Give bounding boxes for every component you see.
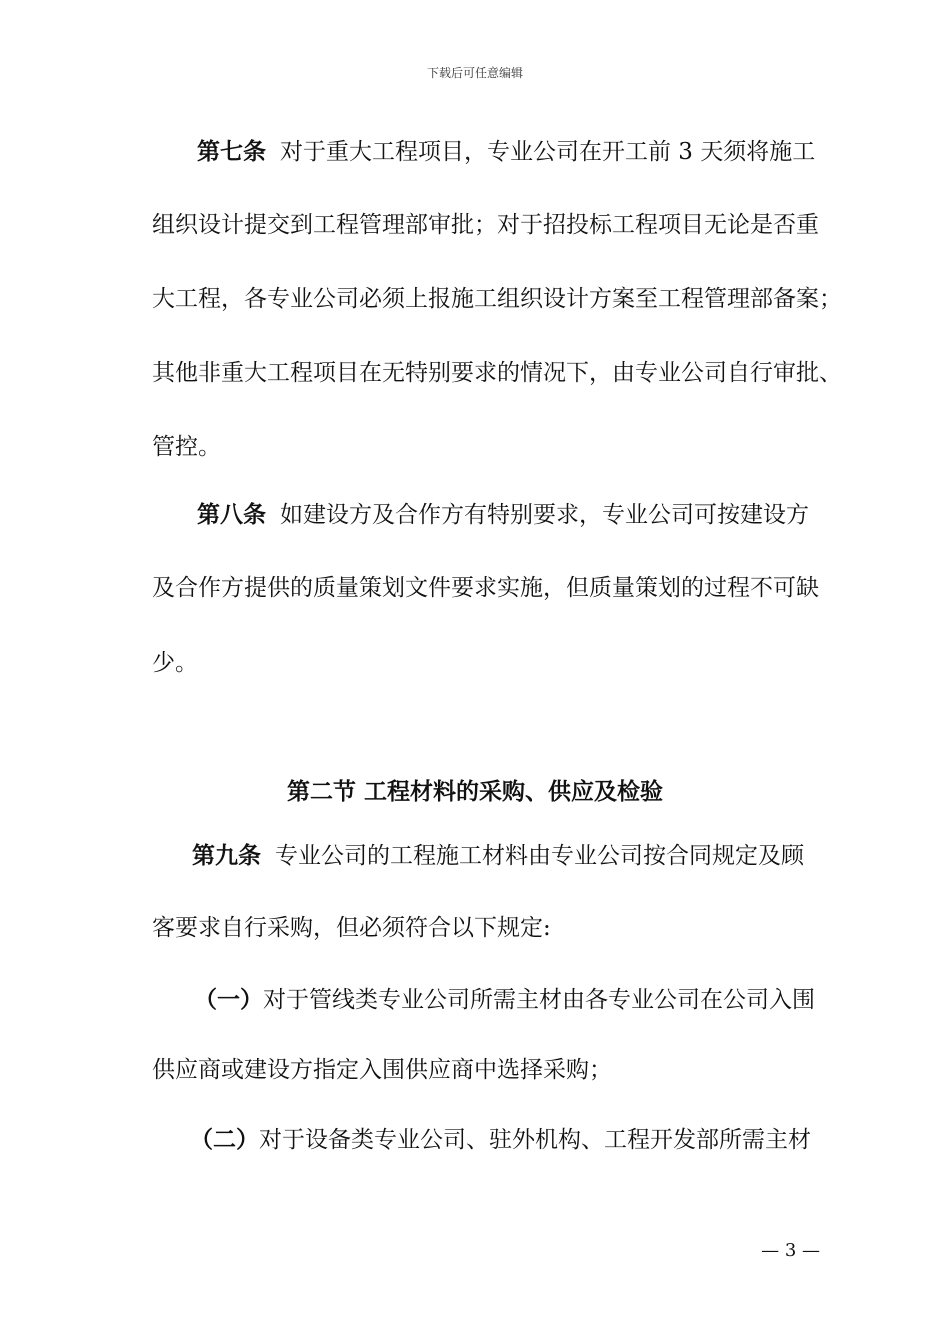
article8-line3: 少。 [152, 650, 198, 676]
item2-text1: 对于设备类专业公司、驻外机构、工程开发部所需主材 [259, 1127, 811, 1153]
article9-text1: 专业公司的工程施工材料由专业公司按合同规定及顾 [275, 843, 804, 869]
article8-line1 [197, 500, 857, 530]
article8-line2: 及合作方提供的质量策划文件要求实施，但质量策划的过程不可缺 [152, 575, 819, 601]
article9-line1 [192, 841, 852, 871]
article7-line1 [197, 137, 857, 167]
item1-line1 [194, 985, 854, 1015]
article7-line3: 大工程，各专业公司必须上报施工组织设计方案至工程管理部备案； [152, 286, 842, 312]
article9-line2: 客要求自行采购，但必须符合以下规定: [152, 915, 551, 941]
item1-text1: 对于管线类专业公司所需主材由各专业公司在公司入围 [263, 987, 815, 1013]
item2-label: （二） [190, 1126, 259, 1153]
page-header: 下载后可任意编辑 [426, 66, 523, 80]
item2-line1 [190, 1125, 850, 1155]
article7-line5: 管控。 [152, 434, 221, 460]
section-title: 第二节 工程材料的采购、供应及检验 [286, 778, 663, 805]
article9-label: 第九条 [192, 842, 261, 869]
article7-label: 第七条 [197, 138, 266, 165]
article7-line2: 组织设计提交到工程管理部审批；对于招投标工程项目无论是否重 [152, 212, 819, 238]
page-number: — 3 — [761, 1240, 820, 1261]
item1-line2: 供应商或建设方指定入围供应商中选择采购； [152, 1057, 612, 1083]
article7-text1: 对于重大工程项目，专业公司在开工前 3 天须将施工 [280, 139, 816, 165]
item1-label: （一） [194, 986, 263, 1013]
article8-label: 第八条 [197, 501, 266, 528]
article8-text1: 如建设方及合作方有特别要求，专业公司可按建设方 [280, 502, 809, 528]
article7-line4: 其他非重大工程项目在无特别要求的情况下，由专业公司自行审批、 [152, 360, 842, 386]
